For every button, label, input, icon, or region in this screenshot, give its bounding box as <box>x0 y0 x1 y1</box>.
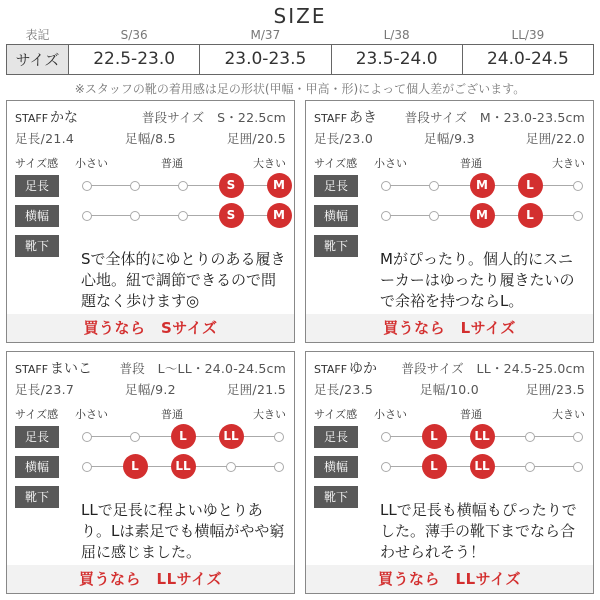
scale-big: 大きい <box>552 408 585 421</box>
size-table <box>6 26 594 75</box>
scale-mid: 普通 <box>161 157 183 170</box>
row-length <box>15 175 286 197</box>
scale-dot <box>381 211 391 221</box>
scale-track <box>386 208 578 222</box>
staff-card <box>305 100 594 343</box>
staff-name: かな <box>50 110 79 126</box>
row-tag-length: 足長 <box>314 175 358 197</box>
scale-big: 大きい <box>253 408 286 421</box>
recommendation: 買うなら Lサイズ <box>306 314 593 342</box>
scale-dot <box>178 211 188 221</box>
scale-big: 大きい <box>253 157 286 170</box>
foot-measurements <box>314 129 585 145</box>
measurement: 足幅/9.3 <box>424 131 475 146</box>
size-value-row <box>7 44 594 74</box>
size-value-key: サイズ <box>7 44 69 74</box>
staff-header <box>314 358 585 376</box>
size-mark: L <box>422 424 447 449</box>
staff-header <box>15 358 286 376</box>
size-label-cell: M/37 <box>250 27 281 42</box>
size-mark: L <box>518 203 543 228</box>
size-mark: M <box>470 203 495 228</box>
scale-small: 小さい <box>75 157 108 170</box>
staff-comment: Sで全体的にゆとりのある履き心地。紐で調節できるので問題なく歩けます◎ <box>81 250 286 310</box>
size-mark: L <box>123 454 148 479</box>
measurement: 足囲/20.5 <box>226 131 286 146</box>
row-width <box>314 205 585 227</box>
scale-track <box>87 208 285 222</box>
size-label-row <box>7 26 594 44</box>
row-tag-length: 足長 <box>15 175 59 197</box>
row-tag-socks: 靴下 <box>314 235 358 257</box>
row-tag-length: 足長 <box>15 426 59 448</box>
staff-comment: LLで足長も横幅もぴったりでした。薄手の靴下までなら合わせられそう！ <box>380 501 577 561</box>
row-tag-socks: 靴下 <box>15 486 59 508</box>
scale-track <box>386 459 578 473</box>
staff-card <box>305 351 594 594</box>
scale-dot <box>82 432 92 442</box>
row-length <box>15 426 286 448</box>
usual-size: 普段サイズ LL・24.5-25.0cm <box>401 361 585 376</box>
scale-dot <box>82 211 92 221</box>
fit-note: ※スタッフの靴の着用感は足の形状(甲幅・甲高・形)によって個人差がございます。 <box>74 82 526 96</box>
measurement: 足長/23.0 <box>314 131 374 146</box>
scale-dot <box>381 432 391 442</box>
measurement: 足囲/23.5 <box>525 382 585 397</box>
scale-dot <box>274 462 284 472</box>
scale-mid: 普通 <box>161 408 183 421</box>
row-tag-width: 横幅 <box>15 205 59 227</box>
size-mark: LL <box>171 454 196 479</box>
row-width <box>314 456 585 478</box>
scale-label: サイズ感 <box>15 157 59 170</box>
scale-label: サイズ感 <box>15 408 59 421</box>
row-tag-width: 横幅 <box>314 456 358 478</box>
scale-label: サイズ感 <box>314 157 358 170</box>
staff-label: STAFF <box>314 363 348 376</box>
size-mark: L <box>422 454 447 479</box>
measurement: 足長/21.4 <box>15 131 75 146</box>
row-tag-width: 横幅 <box>15 456 59 478</box>
size-mark: L <box>171 424 196 449</box>
staff-card <box>6 351 295 594</box>
foot-measurements <box>15 380 286 396</box>
scale-dot <box>573 432 583 442</box>
size-mark: S <box>219 203 244 228</box>
scale-dot <box>130 211 140 221</box>
size-value-cell: 23.5-24.0 <box>331 44 462 74</box>
scale-header <box>15 155 286 169</box>
usual-size: 普段サイズ M・23.0-23.5cm <box>404 110 585 125</box>
size-mark: S <box>219 173 244 198</box>
measurement: 足囲/22.0 <box>525 131 585 146</box>
scale-track <box>87 429 279 443</box>
scale-track <box>386 178 578 192</box>
size-label-key: 表記 <box>25 28 50 43</box>
recommendation: 買うなら Sサイズ <box>7 314 294 342</box>
measurement: 足囲/21.5 <box>226 382 286 397</box>
staff-name: まいこ <box>50 361 93 377</box>
scale-dot <box>274 432 284 442</box>
scale-header <box>314 406 585 420</box>
scale-small: 小さい <box>374 157 407 170</box>
row-tag-length: 足長 <box>314 426 358 448</box>
scale-dot <box>525 462 535 472</box>
recommendation: 買うなら LLサイズ <box>7 565 294 593</box>
size-mark: M <box>267 173 292 198</box>
size-value-cell: 23.0-23.5 <box>200 44 331 74</box>
staff-label: STAFF <box>314 112 348 125</box>
measurement: 足長/23.7 <box>15 382 75 397</box>
staff-header <box>15 107 286 125</box>
recommendation: 買うなら LLサイズ <box>306 565 593 593</box>
scale-header <box>15 406 286 420</box>
scale-dot <box>573 211 583 221</box>
size-mark: M <box>470 173 495 198</box>
staff-label: STAFF <box>15 112 49 125</box>
usual-size: 普段サイズ S・22.5cm <box>141 110 286 125</box>
size-value-cell: 22.5-23.0 <box>69 44 200 74</box>
size-label-cell: LL/39 <box>511 27 545 42</box>
row-width <box>15 205 286 227</box>
scale-small: 小さい <box>374 408 407 421</box>
size-mark: L <box>518 173 543 198</box>
scale-dot <box>381 181 391 191</box>
scale-dot <box>429 211 439 221</box>
scale-track <box>386 429 578 443</box>
scale-big: 大きい <box>552 157 585 170</box>
size-label-cell: S/36 <box>120 27 148 42</box>
size-mark: M <box>267 203 292 228</box>
scale-dot <box>130 432 140 442</box>
size-value-cell: 24.0-24.5 <box>462 44 593 74</box>
measurement: 足長/23.5 <box>314 382 374 397</box>
size-mark: LL <box>470 454 495 479</box>
scale-mid: 普通 <box>460 408 482 421</box>
scale-header <box>314 155 585 169</box>
measurement: 足幅/10.0 <box>419 382 480 397</box>
measurement: 足幅/8.5 <box>125 131 176 146</box>
scale-mid: 普通 <box>460 157 482 170</box>
scale-dot <box>573 462 583 472</box>
measurement: 足幅/9.2 <box>125 382 176 397</box>
scale-dot <box>381 462 391 472</box>
staff-label: STAFF <box>15 363 49 376</box>
row-tag-socks: 靴下 <box>314 486 358 508</box>
scale-dot <box>82 181 92 191</box>
scale-dot <box>82 462 92 472</box>
size-mark: LL <box>219 424 244 449</box>
row-length <box>314 426 585 448</box>
scale-small: 小さい <box>75 408 108 421</box>
size-mark: LL <box>470 424 495 449</box>
staff-card <box>6 100 295 343</box>
scale-dot <box>429 181 439 191</box>
usual-size: 普段 L〜LL・24.0-24.5cm <box>119 361 286 376</box>
scale-track <box>87 459 279 473</box>
row-length <box>314 175 585 197</box>
row-tag-socks: 靴下 <box>15 235 59 257</box>
scale-dot <box>130 181 140 191</box>
row-width <box>15 456 286 478</box>
size-label-cell: L/38 <box>383 27 410 42</box>
scale-track <box>87 178 285 192</box>
staff-comment: LLで足長に程よいゆとりあり。Lは素足でも横幅がやや窮屈に感じました。 <box>81 501 285 561</box>
scale-dot <box>525 432 535 442</box>
scale-dot <box>573 181 583 191</box>
scale-dot <box>178 181 188 191</box>
staff-name: あき <box>349 110 378 126</box>
scale-dot <box>226 462 236 472</box>
foot-measurements <box>15 129 286 145</box>
staff-comment: Mがぴったり。個人的にスニーカーはゆったり履きたいので余裕を持つならL。 <box>380 250 575 310</box>
staff-name: ゆか <box>349 361 378 377</box>
scale-label: サイズ感 <box>314 408 358 421</box>
row-tag-width: 横幅 <box>314 205 358 227</box>
staff-header <box>314 107 585 125</box>
page-title: SIZE <box>273 4 327 28</box>
foot-measurements <box>314 380 585 396</box>
